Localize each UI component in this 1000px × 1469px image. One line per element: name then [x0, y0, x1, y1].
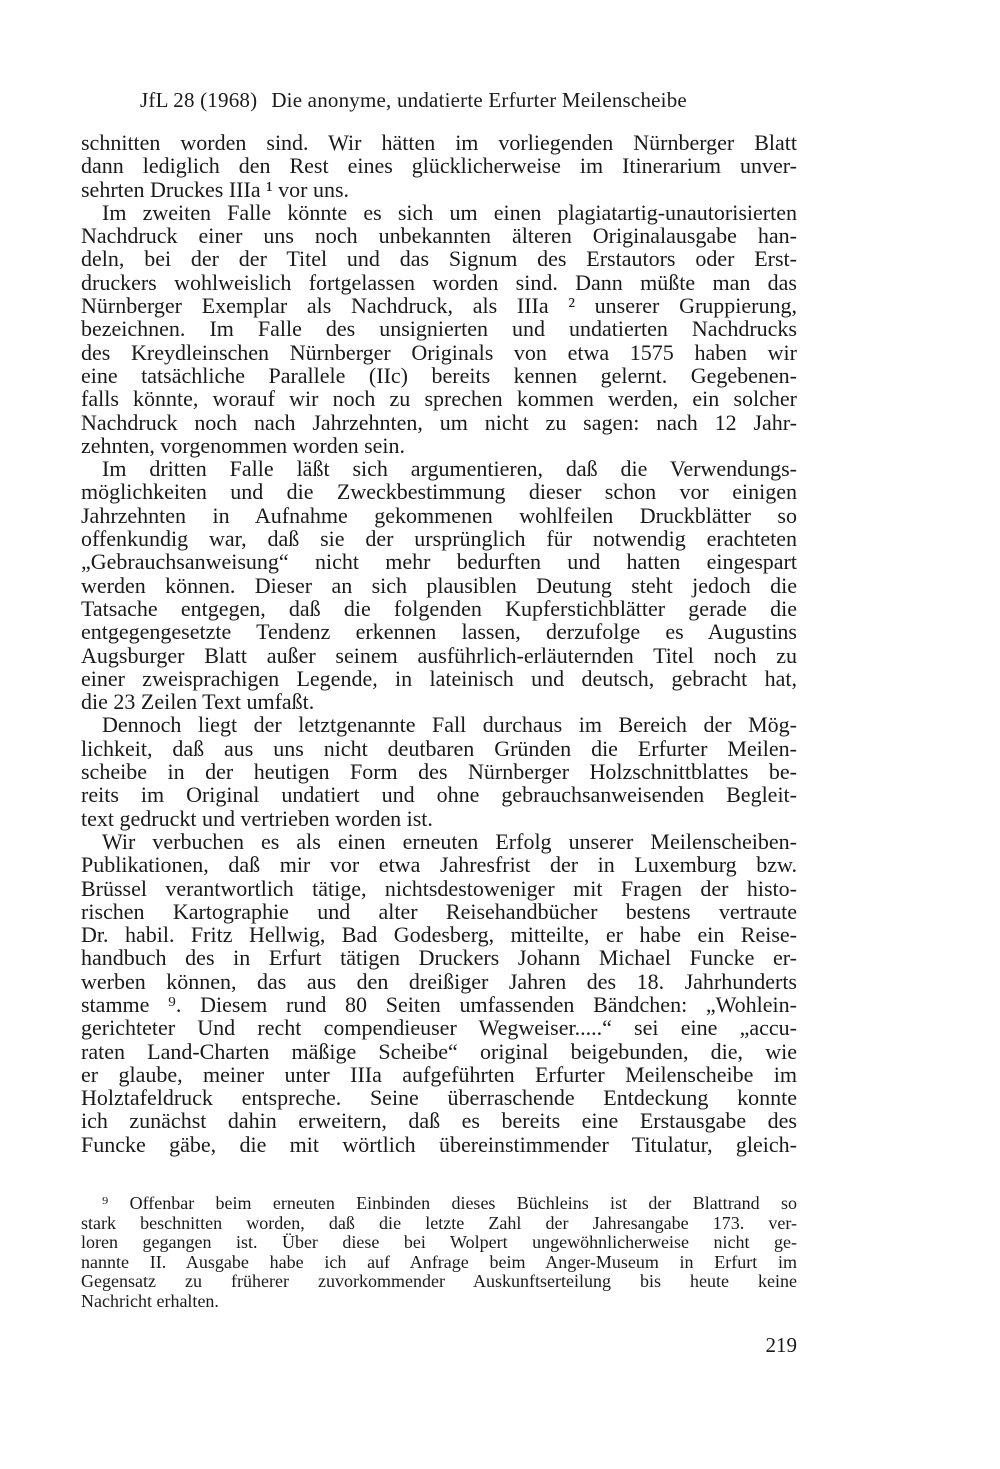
- text-line: offenkundig war, daß sie der ursprünglich für notwendig erachteten: [81, 526, 797, 552]
- text-line: Nachdruck einer uns noch unbekannten älteren Originalausgabe han-: [81, 223, 797, 249]
- text-line: bezeichnen. Im Falle des unsignierten und undatierten Nachdrucks: [81, 316, 797, 342]
- footnote-line: nannte II. Ausgabe habe ich auf Anfrage beim Anger-Museum in Erfurt im: [81, 1251, 797, 1272]
- text-line: gerichteter Und recht compendieuser Wegweiser.....“ sei eine „accu-: [81, 1015, 797, 1041]
- footnote: [81, 1194, 797, 1312]
- footnote-line: Gegensatz zu früherer zuvorkommender Auskunftserteilung bis heute keine: [81, 1271, 797, 1292]
- text-line: stamme ⁹. Diesem rund 80 Seiten umfassenden Bändchen: „Wohlein-: [81, 991, 797, 1017]
- text-line: reits im Original undatiert und ohne gebrauchsanweisenden Begleit-: [81, 782, 797, 808]
- text-line: lichkeit, daß aus uns nicht deutbaren Gründen die Erfurter Meilen-: [81, 735, 797, 761]
- text-line: ich zunächst dahin erweitern, daß es bereits eine Erstausgabe des: [81, 1108, 797, 1134]
- text-line: raten Land-Charten mäßige Scheibe“ original beigebunden, die, wie: [81, 1038, 797, 1064]
- text-line: Holztafeldruck entspreche. Seine überraschende Entdeckung konnte: [81, 1085, 797, 1111]
- text-line: Nürnberger Exemplar als Nachdruck, als IIIa ² unserer Gruppierung,: [81, 293, 797, 319]
- text-line: deln, bei der der Titel und das Signum des Erstautors oder Erst-: [81, 246, 797, 272]
- footnote-line: Nachricht erhalten.: [81, 1290, 219, 1311]
- text-line: druckers wohlweislich fortgelassen worden sind. Dann müßte man das: [81, 269, 797, 295]
- text-line: Wir verbuchen es als einen erneuten Erfolg unserer Meilenscheiben-: [102, 828, 797, 854]
- text-line: er glaube, meiner unter IIIa aufgeführten Erfurter Meilenscheibe im: [81, 1061, 797, 1087]
- text-line: sehrten Druckes IIIa ¹ vor uns.: [81, 176, 350, 202]
- text-line: Dennoch liegt der letztgenannte Fall durchaus im Bereich der Mög-: [102, 712, 797, 738]
- text-line: Im zweiten Falle könnte es sich um einen plagiatartig-unautorisierten: [102, 199, 797, 225]
- text-line: entgegengesetzte Tendenz erkennen lassen, derzufolge es Augustins: [81, 619, 797, 645]
- text-line: zehnten, vorgenommen worden sein.: [81, 432, 406, 458]
- footnote-line: stark beschnitten worden, daß die letzte Zahl der Jahresangabe 173. ver-: [81, 1212, 797, 1233]
- text-line: einer zweisprachigen Legende, in lateinisch und deutsch, gebracht hat,: [81, 665, 797, 691]
- body-text: [81, 131, 797, 1156]
- journal-reference: JfL 28 (1968): [140, 88, 258, 112]
- text-line: Tatsache entgegen, daß die folgenden Kupferstichblätter gerade die: [81, 595, 797, 621]
- text-line: Im dritten Falle läßt sich argumentieren, daß die Verwendungs-: [102, 456, 797, 482]
- text-line: des Kreydleinschen Nürnberger Originals von etwa 1575 haben wir: [81, 339, 797, 365]
- footnote-line: loren gegangen ist. Über diese bei Wolpert ungewöhnlicherweise nicht ge-: [81, 1232, 797, 1253]
- text-line: werben können, das aus den dreißiger Jahren des 18. Jahrhunderts: [81, 968, 797, 994]
- text-line: möglichkeiten und die Zweckbestimmung dieser schon vor einigen: [81, 479, 797, 505]
- text-line: scheibe in der heutigen Form des Nürnberger Holzschnittblattes be-: [81, 759, 797, 785]
- text-line: Brüssel verantwortlich tätige, nichtsdestoweniger mit Fragen der histo-: [81, 875, 797, 901]
- text-line: dann lediglich den Rest eines glücklicherweise im Itinerarium unver-: [81, 153, 797, 179]
- text-line: werden können. Dieser an sich plausiblen Deutung steht jedoch die: [81, 572, 797, 598]
- running-head: [140, 88, 687, 113]
- text-line: schnitten worden sind. Wir hätten im vorliegenden Nürnberger Blatt: [81, 130, 797, 155]
- text-line: handbuch des in Erfurt tätigen Druckers Johann Michael Funcke er-: [81, 945, 797, 971]
- text-line: Jahrzehnten in Aufnahme gekommenen wohlfeilen Druckblätter so: [81, 502, 797, 528]
- text-line: text gedruckt und vertrieben worden ist.: [81, 805, 433, 831]
- text-line: Dr. habil. Fritz Hellwig, Bad Godesberg, mitteilte, er habe ein Reise-: [81, 922, 797, 948]
- footnote-line: ⁹ Offenbar beim erneuten Einbinden dieses Büchleins ist der Blattrand so: [102, 1193, 797, 1213]
- text-line: die 23 Zeilen Text umfaßt.: [81, 689, 315, 715]
- text-line: Nachdruck noch nach Jahrzehnten, um nicht zu sagen: nach 12 Jahr-: [81, 409, 797, 435]
- text-line: falls könnte, worauf wir noch zu sprechen kommen werden, ein solcher: [81, 386, 797, 412]
- article-title: Die anonyme, undatierte Erfurter Meilenscheibe: [271, 88, 687, 112]
- text-line: Publikationen, daß mir vor etwa Jahresfrist der in Luxemburg bzw.: [81, 852, 797, 878]
- text-line: rischen Kartographie und alter Reisehandbücher bestens vertraute: [81, 898, 797, 924]
- text-line: „Gebrauchsanweisung“ nicht mehr bedurften und hatten eingespart: [81, 549, 797, 575]
- text-line: Funcke gäbe, die mit wörtlich übereinstimmender Titulatur, gleich-: [81, 1131, 797, 1157]
- page-number: 219: [765, 1333, 797, 1357]
- text-line: Augsburger Blatt außer seinem ausführlich-erläuternden Titel noch zu: [81, 642, 797, 668]
- text-line: eine tatsächliche Parallele (IIc) bereits kennen gelernt. Gegebenen-: [81, 362, 797, 388]
